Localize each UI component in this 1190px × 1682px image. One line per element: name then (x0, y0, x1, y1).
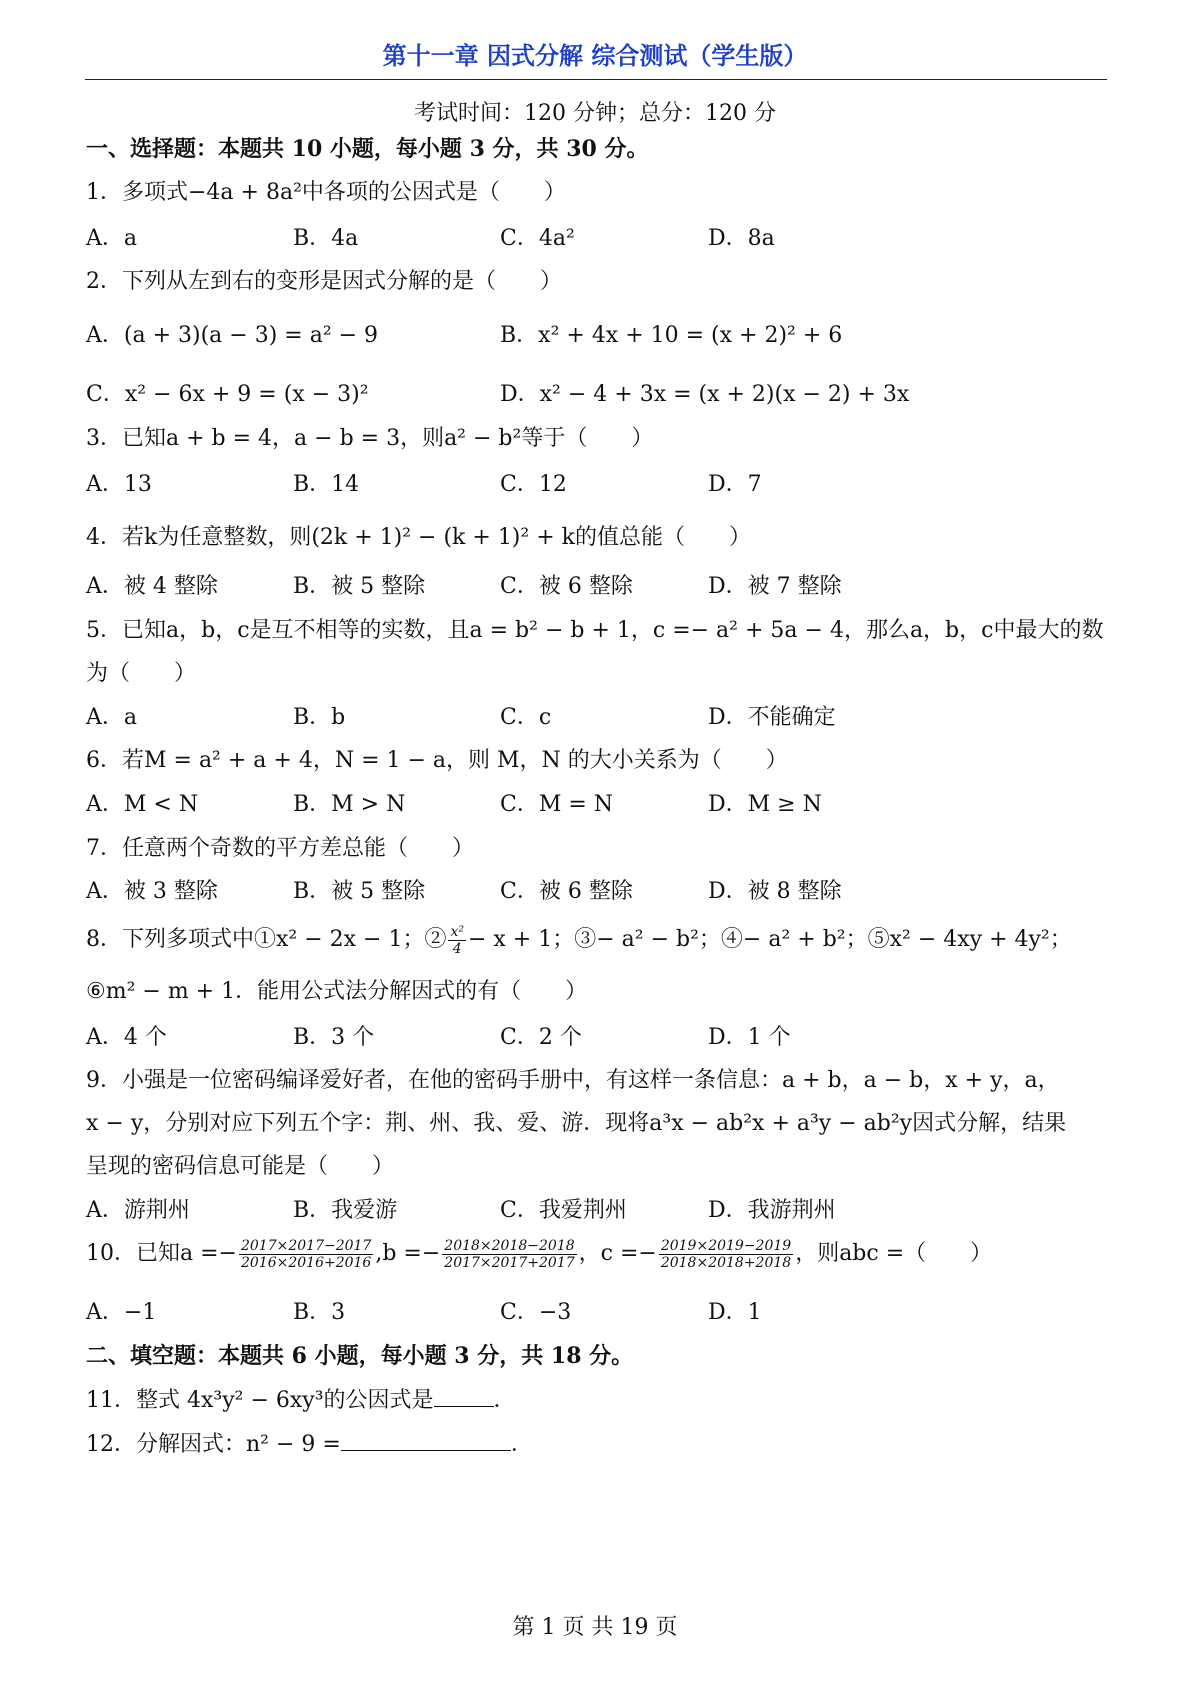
question-1-option-b: B．4a (293, 226, 359, 251)
question-4-stem: 4．若k为任意整数，则(2k + 1)² − (k + 1)² + k的值总能（ ） (86, 525, 751, 550)
question-9-option-a: A．游荆州 (86, 1198, 190, 1223)
question-3-option-d: D．7 (708, 472, 762, 497)
question-7-option-d: D．被 8 整除 (708, 879, 842, 904)
question-10-fraction-c (659, 1238, 793, 1271)
question-7-option-b: B．被 5 整除 (293, 879, 426, 904)
question-8-option-b: B．3 个 (293, 1025, 375, 1050)
question-9-stem-line-1: 9．小强是一位密码编译爱好者，在他的密码手册中，有这样一条信息：a + b，a − b，x + y，a， (86, 1068, 1060, 1093)
question-9-option-b: B．我爱游 (293, 1198, 398, 1223)
question-6-option-d: D．M ≥ N (708, 792, 822, 817)
question-8-stem-line-2: ⑥m² − m + 1．能用公式法分解因式的有（ ） (86, 979, 588, 1004)
question-10-option-d: D．1 (708, 1300, 762, 1325)
fraction-c-denominator: 2018×2018+2018 (660, 1254, 792, 1271)
question-7-option-c: C．被 6 整除 (500, 879, 633, 904)
question-8-fraction (448, 924, 466, 957)
document-title: 第十一章 因式分解 综合测试（学生版） (382, 42, 808, 70)
question-7-option-a: A．被 3 整除 (86, 879, 218, 904)
question-4-option-d: D．被 7 整除 (708, 574, 842, 599)
question-2-option-d: D．x² − 4 + 3x = (x + 2)(x − 2) + 3x (500, 382, 910, 407)
question-9-option-c: C．我爱荆州 (500, 1198, 627, 1223)
question-8-stem-part-1: 8．下列多项式中①x² − 2x − 1；② (86, 927, 447, 952)
question-10-option-c: C．−3 (500, 1300, 572, 1325)
question-3-option-b: B．14 (293, 472, 360, 497)
question-3-option-c: C．12 (500, 472, 567, 497)
question-11-end: ． (493, 1388, 516, 1413)
fraction-b-numerator: 2018×2018−2018 (444, 1237, 575, 1254)
fraction-b-denominator: 2017×2017+2017 (444, 1254, 575, 1271)
question-1-option-c: C．4a² (500, 226, 575, 251)
question-2-option-b: B．x² + 4x + 10 = (x + 2)² + 6 (500, 323, 843, 348)
question-8-option-c: C．2 个 (500, 1025, 582, 1050)
question-6-option-a: A．M < N (86, 792, 199, 817)
question-8-option-a: A．4 个 (86, 1025, 167, 1050)
question-10-mid-2: ，c =− (578, 1241, 657, 1266)
question-8-fraction-numerator: x² (450, 923, 464, 940)
question-8-option-d: D．1 个 (708, 1025, 791, 1050)
question-8-stem-line-1 (86, 922, 1072, 957)
question-5-option-b: B．b (293, 705, 346, 730)
question-3-option-a: A．13 (86, 472, 152, 497)
question-2-stem: 2．下列从左到右的变形是因式分解的是（ ） (86, 269, 562, 294)
question-2-option-a: A．(a + 3)(a − 3) = a² − 9 (86, 323, 379, 348)
question-7-stem: 7．任意两个奇数的平方差总能（ ） (86, 836, 474, 861)
header-divider (85, 79, 1107, 80)
question-11-stem: 11．整式 4x³y² − 6xy³的公因式是 (86, 1388, 434, 1413)
question-8-stem-part-2: − x + 1；③− a² − b²；④− a² + b²；⑤x² − 4xy + 4y²； (467, 927, 1072, 952)
question-4-option-b: B．被 5 整除 (293, 574, 426, 599)
question-11-answer-blank[interactable] (434, 1384, 494, 1407)
page-number-footer: 第 1 页 共 19 页 (512, 1615, 678, 1640)
question-12-answer-blank[interactable] (341, 1428, 511, 1451)
fraction-c-numerator: 2019×2019−2019 (660, 1237, 792, 1254)
question-5-stem-line-1: 5．已知a，b，c是互不相等的实数，且a = b² − b + 1，c =− a² + 5a − 4，那么a，b，c中最大的数 (86, 618, 1104, 643)
question-5-option-d: D．不能确定 (708, 705, 836, 730)
question-10-stem (86, 1236, 992, 1271)
section-heading-fill: 二、填空题：本题共 6 小题，每小题 3 分，共 18 分。 (86, 1343, 634, 1369)
question-12 (86, 1427, 533, 1458)
fraction-a-denominator: 2016×2016+2016 (240, 1254, 372, 1271)
question-11 (86, 1383, 516, 1414)
question-9-stem-line-3: 呈现的密码信息可能是（ ） (86, 1154, 395, 1179)
question-12-end: ． (510, 1432, 533, 1457)
question-3-stem: 3．已知a + b = 4，a − b = 3，则a² − b²等于（ ） (86, 426, 654, 451)
question-10-prefix: 10．已知a =− (86, 1241, 237, 1266)
question-10-option-b: B．3 (293, 1300, 346, 1325)
section-heading-choice: 一、选择题：本题共 10 小题，每小题 3 分，共 30 分。 (86, 136, 649, 162)
question-10-option-a: A．−1 (86, 1300, 157, 1325)
question-10-mid-1: ,b =− (375, 1241, 441, 1266)
question-10-fraction-a (239, 1238, 373, 1271)
question-12-stem: 12．分解因式：n² − 9 = (86, 1432, 341, 1457)
question-10-fraction-b (442, 1238, 576, 1271)
question-4-option-c: C．被 6 整除 (500, 574, 633, 599)
question-5-option-c: C．c (500, 705, 552, 730)
question-5-stem-line-2: 为（ ） (86, 661, 197, 686)
question-6-option-b: B．M > N (293, 792, 406, 817)
question-9-stem-line-2: x − y，分别对应下列五个字：荆、州、我、爱、游．现将a³x − ab²x + a³y − ab²y因式分解，结果 (86, 1111, 1067, 1136)
question-1-option-d: D．8a (708, 226, 775, 251)
exam-info: 考试时间：120 分钟；总分：120 分 (414, 101, 776, 126)
question-2-option-c: C．x² − 6x + 9 = (x − 3)² (86, 382, 369, 407)
question-8-fraction-denominator: 4 (452, 940, 462, 957)
question-6-stem: 6．若M = a² + a + 4，N = 1 − a，则 M，N 的大小关系为（ ） (86, 748, 788, 773)
question-5-option-a: A．a (86, 705, 138, 730)
question-9-option-d: D．我游荆州 (708, 1198, 836, 1223)
question-4-option-a: A．被 4 整除 (86, 574, 218, 599)
question-6-option-c: C．M = N (500, 792, 614, 817)
question-1-option-a: A．a (86, 226, 138, 251)
fraction-a-numerator: 2017×2017−2017 (240, 1237, 372, 1254)
question-1-stem: 1．多项式−4a + 8a²中各项的公因式是（ ） (86, 180, 566, 205)
question-10-suffix: ，则abc =（ ） (795, 1241, 993, 1266)
